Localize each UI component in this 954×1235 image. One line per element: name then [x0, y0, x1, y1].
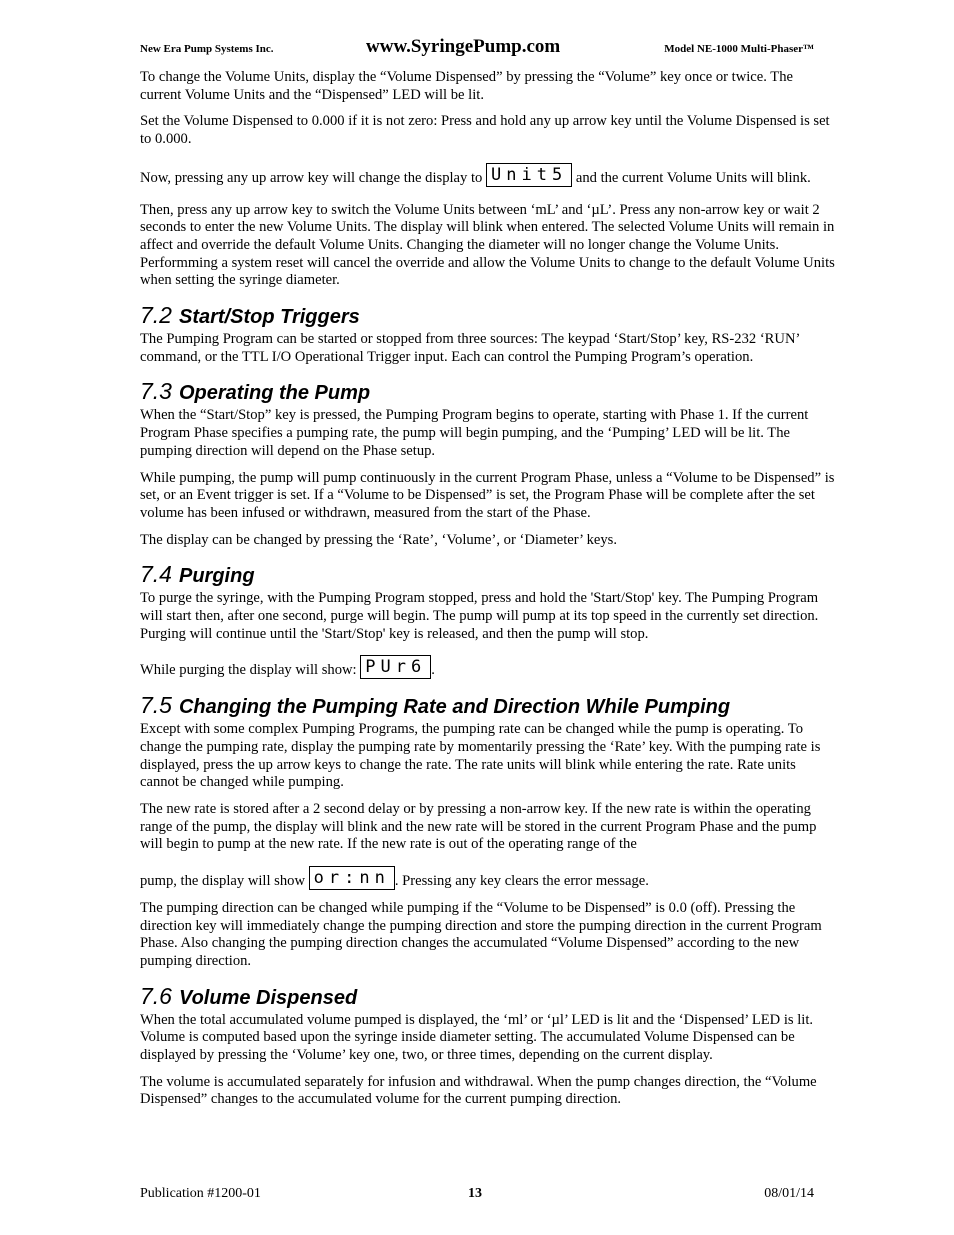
section-7-6-paragraph-2: The volume is accumulated separately for infusion and withdrawal. When the pump changes direction, the “Volume Dispensed” changes to the accumulated volume for the current pumping direction. — [140, 1073, 817, 1108]
section-number: 7.3 — [140, 378, 172, 405]
document-body — [140, 69, 836, 1118]
section-7-6-heading — [140, 984, 836, 1010]
section-7-4-heading — [140, 562, 836, 588]
footer-date: 08/01/14 — [764, 1186, 814, 1201]
section-7-3-paragraph-3: The display can be changed by pressing the ‘Rate’, ‘Volume’, or ‘Diameter’ keys. — [140, 531, 617, 548]
intro-paragraph-1: To change the Volume Units, display the “Volume Dispensed” by pressing the “Volume” key once or twice. The current Volume Units and the “Dispensed” LED will be lit. — [140, 69, 793, 103]
section-7-5-paragraph-1: Except with some complex Pumping Programs, the pumping rate can be changed while the pump is operating. To change the pumping rate, display the pumping rate by momentarily pressing the ‘Rate’ key. With the pumping rate is displayed, press the up arrow keys to change the rate. The rate units will blink while entering the rate. Rate units cannot be changed while pumping. — [140, 721, 821, 791]
section-number: 7.5 — [140, 692, 172, 719]
section-7-6-paragraph-1: When the total accumulated volume pumped is displayed, the ‘ml’ or ‘µl’ LED is lit and the ‘Dispensed’ LED is lit. Volume is computed based upon the syringe inside diameter setting. The accumulated Volume Dispensed can be displayed by pressing the ‘Volume’ key one, two, or three times, depending on the current display. — [140, 1011, 814, 1064]
section-title: Changing the Pumping Rate and Direction While Pumping — [178, 696, 731, 719]
error-text-before: pump, the display will show — [140, 873, 305, 890]
section-7-4-paragraph-2 — [140, 655, 836, 680]
intro-paragraph-4: Then, press any up arrow key to switch the Volume Units between ‘mL’ and ‘µL’. Press any non-arrow key or wait 2 seconds to enter the new Volume Units. The display will blink when entered. The selected Volume Units will remain in affect and override the default Volume Units. Changing the diameter will no longer change the Volume Units. Performming a system reset will cancel the override and allow the Volume Units to change to the default Volume Units when setting the syringe diameter. — [140, 201, 835, 289]
intro-p3-after: and the current Volume Units will blink. — [575, 169, 811, 186]
intro-p3-before: Now, pressing any up arrow key will change the display to — [140, 169, 483, 186]
intro-paragraph-2: Set the Volume Dispensed to 0.000 if it is not zero: Press and hold any up arrow key until the Volume Dispensed is set to 0.000. — [140, 113, 830, 148]
section-title: Operating the Pump — [178, 382, 371, 405]
section-7-3-paragraph-1: When the “Start/Stop” key is pressed, the Pumping Program begins to operate, starting with Phase 1. If the current Program Phase specifies a pumping rate, the pump will begin pumping, and the ‘Pumping’ LED will be lit. The pumping direction will depend on the Phase setup. — [140, 407, 809, 459]
section-7-4-paragraph-1: To purge the syringe, with the Pumping Program stopped, press and hold the 'Start/Stop' key. The Pumping Program will start then, after one second, purge will begin. The pump will pump at its top speed in the currently set direction. Purging will continue until the 'Start/Stop' key is released, and then the pump will stop. — [140, 590, 819, 642]
header-website[interactable]: www.SyringePump.com — [366, 36, 561, 57]
purge-display: PUr6 — [360, 655, 431, 679]
intro-paragraph-3 — [140, 163, 836, 188]
purge-text-after: . — [431, 662, 435, 679]
section-7-5-paragraph-4: The pumping direction can be changed while pumping if the “Volume to be Dispensed” is 0.0 (off). Pressing the direction key will immediately change the pumping direction and store the pumping direction in the current Program Phase. Also changing the pumping direction changes the accumulated “Volume Dispensed” according to the new pumping direction. — [140, 899, 822, 969]
section-number: 7.6 — [140, 982, 172, 1009]
section-title: Purging — [178, 565, 255, 588]
section-number: 7.4 — [140, 561, 172, 588]
section-7-5-heading — [140, 693, 836, 719]
header-model: Model NE-1000 Multi-Phaser™ — [664, 43, 814, 55]
section-7-5-paragraph-2: The new rate is stored after a 2 second delay or by pressing a non-arrow key. If the new rate is within the operating range of the pump, the display will blink and the new rate will be stored in the current Program Phase and the pump will begin to pump at the new rate. If the new rate is out of the operating range of the — [140, 800, 817, 853]
section-title: Start/Stop Triggers — [178, 306, 360, 329]
page-header — [140, 36, 814, 62]
section-7-5-paragraph-3 — [140, 866, 836, 891]
footer-page-number: 13 — [468, 1186, 482, 1201]
purge-text-before: While purging the display will show: — [140, 662, 357, 679]
error-display: or:nn — [309, 866, 395, 890]
section-7-3-paragraph-2: While pumping, the pump will pump continuously in the current Program Phase, unless a “Volume to be Dispensed” is set, or an Event trigger is set. If a “Volume to be Dispensed” is set, the Program Phase will be complete after the set volume has been infused or withdrawn, measured from the start of the Phase. — [140, 469, 835, 521]
error-text-after: . Pressing any key clears the error message. — [394, 873, 649, 890]
section-7-2-heading — [140, 303, 836, 329]
section-number: 7.2 — [140, 302, 172, 329]
header-company: New Era Pump Systems Inc. — [140, 43, 274, 55]
section-7-2-paragraph-1: The Pumping Program can be started or stopped from three sources: The keypad ‘Start/Stop’ key, RS-232 ‘RUN’ command, or the TTL I/O Operational Trigger input. Each can control the Pumping Program’s operation. — [140, 331, 800, 365]
units-display: Unit5 — [486, 163, 572, 187]
footer-publication: Publication #1200-01 — [140, 1186, 261, 1201]
section-title: Volume Dispensed — [178, 986, 358, 1009]
section-7-3-heading — [140, 379, 836, 405]
